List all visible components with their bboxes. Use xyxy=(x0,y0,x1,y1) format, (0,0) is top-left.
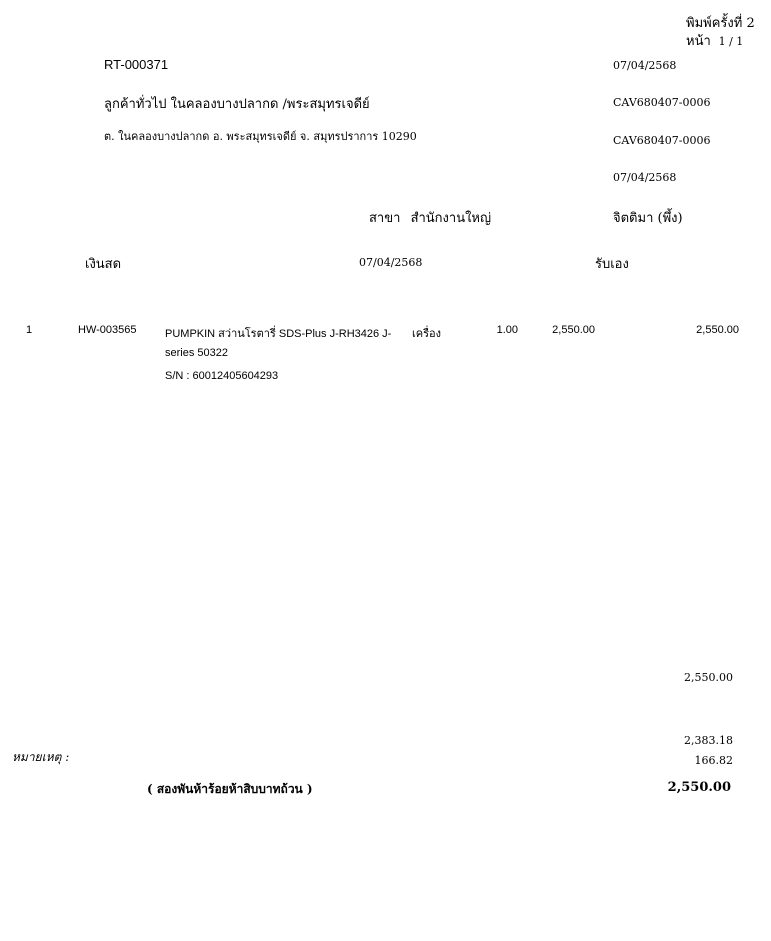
page-label: หน้า xyxy=(686,34,711,49)
item-number: 1 xyxy=(26,324,33,336)
item-unit: เครื่อง xyxy=(412,328,442,340)
item-description-line1: PUMPKIN สว่านโรตารี่ SDS-Plus J-RH3426 J- xyxy=(165,328,392,340)
subtotal: 2,550.00 xyxy=(684,671,733,684)
item-price: 2,550.00 xyxy=(552,324,595,336)
item-amount: 2,550.00 xyxy=(696,324,739,336)
branch-value: สำนักงานใหญ่ xyxy=(410,211,492,226)
customer-address: ต. ในคลองบางปลากด อ. พระสมุทรเจดีย์ จ. สมุทรปราการ 10290 xyxy=(104,130,417,143)
remarks-label: หมายเหตุ : xyxy=(12,750,70,764)
document-date: 07/04/2568 xyxy=(613,59,677,72)
delivery-method: รับเอง xyxy=(595,257,629,272)
reference-date: 07/04/2568 xyxy=(613,171,677,184)
item-serial: S/N : 60012405604293 xyxy=(165,370,279,382)
document-number: RT-000371 xyxy=(104,57,169,72)
item-code: HW-003565 xyxy=(78,324,137,336)
payment-terms: เงินสด xyxy=(85,257,122,272)
reference-number-2: CAV680407-0006 xyxy=(613,134,711,147)
reference-number-1: CAV680407-0006 xyxy=(613,96,711,109)
branch xyxy=(369,207,491,228)
print-count-label: พิมพ์ครั้งที่ xyxy=(686,16,743,31)
amount-before-vat: 2,383.18 xyxy=(684,734,733,747)
page-value: 1 / 1 xyxy=(718,35,744,48)
amount-in-words: ( สองพันห้าร้อยห้าสิบบาทถ้วน ) xyxy=(147,782,313,796)
item-quantity: 1.00 xyxy=(496,324,518,336)
salesperson: จิตติมา (พึ้ง) xyxy=(613,211,683,226)
grand-total: 2,550.00 xyxy=(667,780,731,795)
vat-amount: 166.82 xyxy=(694,754,733,767)
due-date: 07/04/2568 xyxy=(359,256,423,269)
branch-label: สาขา xyxy=(369,211,401,226)
page-number xyxy=(686,30,743,51)
customer-name: ลูกค้าทั่วไป ในคลองบางปลากด /พระสมุทรเจดีย์ xyxy=(104,97,370,112)
print-count-value: 2 xyxy=(746,16,755,31)
item-description-line2: series 50322 xyxy=(165,347,228,359)
